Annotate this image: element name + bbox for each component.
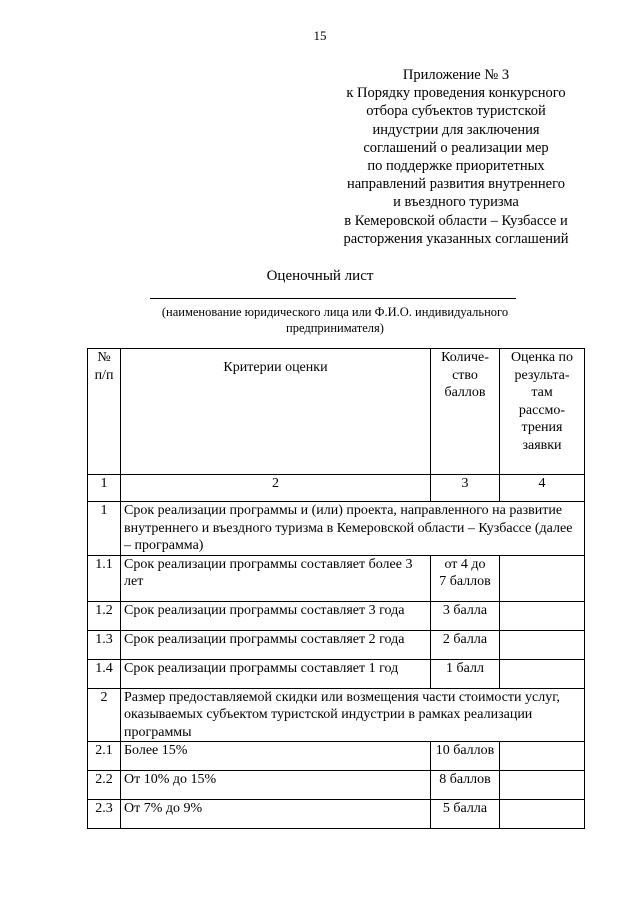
criterion-row [88,659,585,688]
section-row [88,688,585,742]
column-index-cell: 1 [88,475,121,502]
criterion-row [88,601,585,630]
row-score [500,659,585,688]
header-score [500,349,585,475]
row-criterion: Срок реализации программы составляет 2 года [121,630,431,659]
row-criterion: Срок реализации программы и (или) проекта, направленного на развитие внутреннего и въездного туризма в Кемеровской области – Кузбассе (далее – программа) [121,502,585,556]
column-index-cell: 3 [431,475,500,502]
criterion-row [88,800,585,829]
page-number: 15 [313,28,327,43]
appendix-header [326,66,586,248]
header-points [431,349,500,475]
header-num-line: № [97,350,111,365]
evaluation-table [87,348,585,829]
column-index-cell: 4 [500,475,585,502]
header-score-line: трения [521,420,563,435]
row-criterion: От 10% до 15% [121,771,431,800]
header-points-line: ство [452,367,478,383]
appendix-line: направлений развития внутреннего [347,176,565,193]
header-score-line: там [531,385,553,400]
column-index-row [88,475,585,502]
appendix-line: к Порядку проведения конкурсного [346,85,566,102]
row-points: 2 балла [431,630,500,659]
header-criteria: Критерии оценки [121,349,431,475]
row-criterion: От 7% до 9% [121,800,431,829]
row-points: 5 балла [431,800,500,829]
row-number: 1 [88,502,121,556]
row-number: 1.2 [88,601,121,630]
appendix-line: Приложение № 3 [402,67,510,83]
row-number: 2 [88,688,121,742]
row-score [500,630,585,659]
criterion-row [88,555,585,601]
row-criterion: Более 15% [121,742,431,771]
criterion-row [88,630,585,659]
row-score [500,800,585,829]
row-score [500,771,585,800]
document-title: Оценочный лист [266,268,374,284]
row-number: 2.1 [88,742,121,771]
header-row [88,349,585,475]
header-num-line: п/п [94,367,114,383]
row-points: 8 баллов [431,771,500,800]
header-num [88,349,121,475]
appendix-line: отбора субъектов туристской [366,103,546,120]
row-number: 1.1 [88,555,121,601]
row-criterion: Срок реализации программы составляет более 3 лет [121,555,431,601]
appendix-line: и въездного туризма [393,194,519,211]
row-number: 2.2 [88,771,121,800]
row-score [500,742,585,771]
column-index-cell: 2 [121,475,431,502]
header-points-line: Количе- [441,350,489,365]
name-caption-line: (наименование юридического лица или Ф.И.О. индивидуального [161,305,509,319]
appendix-line: индустрии для заключения [372,121,540,138]
header-score-line: рассмо- [518,402,566,418]
row-points [431,555,500,601]
header-score-line: Оценка по [510,350,574,365]
appendix-line: соглашений о реализации мер [363,139,549,156]
row-points-line: от 4 до [444,556,486,572]
row-number: 1.4 [88,659,121,688]
row-criterion: Срок реализации программы составляет 3 года [121,601,431,630]
row-number: 2.3 [88,800,121,829]
row-points-line: 7 баллов [439,574,491,589]
header-points-line: баллов [444,385,486,400]
appendix-line: расторжения указанных соглашений [343,230,569,247]
criterion-row [88,742,585,771]
row-points: 10 баллов [431,742,500,771]
name-caption [130,304,540,336]
name-fill-line [150,298,516,299]
appendix-line: по поддержке приоритетных [367,158,545,175]
header-score-line: результа- [514,367,570,383]
row-criterion: Размер предоставляемой скидки или возмещения части стоимости услуг, оказываемых субъектом туристской индустрии в рамках реализации программы [121,688,585,742]
row-points: 3 балла [431,601,500,630]
header-score-line: заявки [522,437,562,453]
appendix-line: в Кемеровской области – Кузбассе и [344,212,568,229]
name-caption-line: предпринимателя) [286,321,384,335]
row-criterion: Срок реализации программы составляет 1 год [121,659,431,688]
criterion-row [88,771,585,800]
row-score [500,555,585,601]
row-number: 1.3 [88,630,121,659]
row-points: 1 балл [431,659,500,688]
row-score [500,601,585,630]
section-row [88,502,585,556]
